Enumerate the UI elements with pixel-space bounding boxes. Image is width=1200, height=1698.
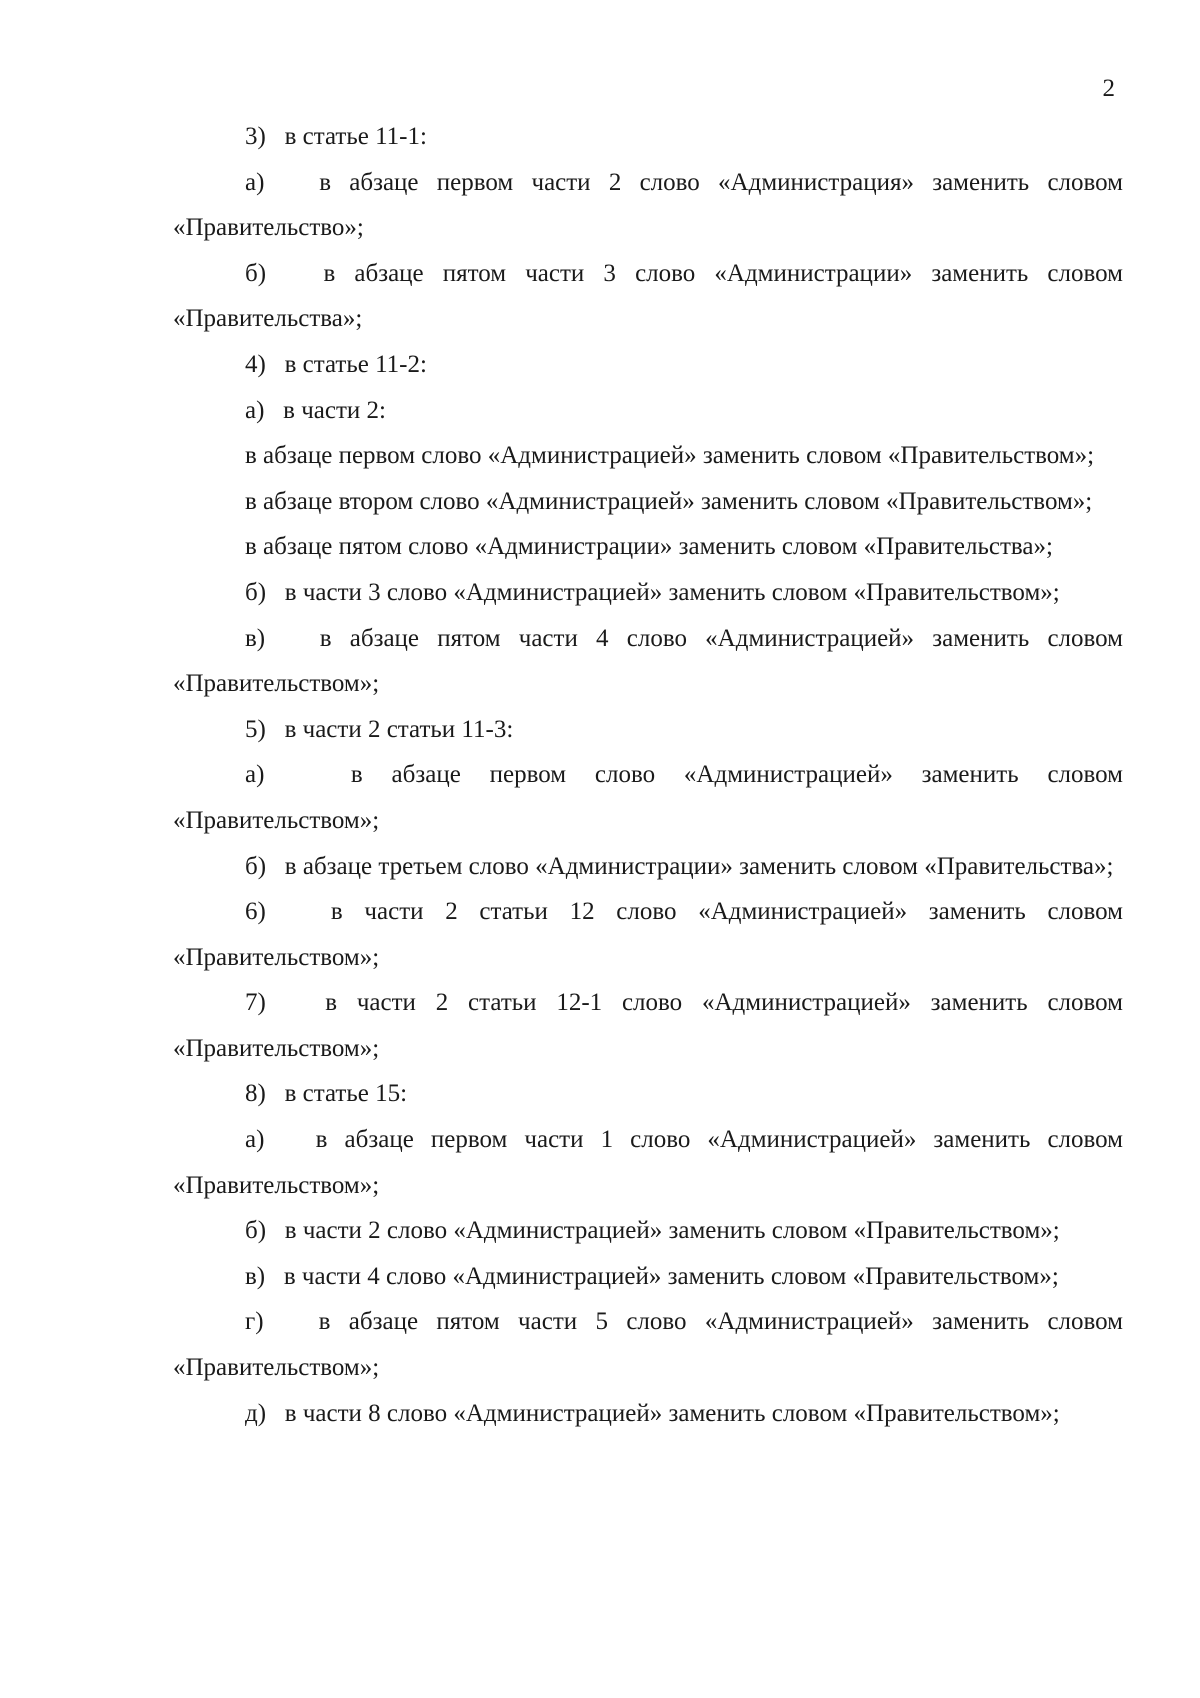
paragraph: а) в абзаце первом слово «Администрацией» заменить словом «Правительством»;	[173, 761, 1130, 834]
paragraph: а) в абзаце первом части 2 слово «Администрация» заменить словом «Правительство»;	[173, 168, 1130, 242]
page-number: 2	[1102, 75, 1115, 102]
paragraph: в) в части 4 слово «Администрацией» заменить словом «Правительством»;	[245, 1262, 1059, 1290]
paragraph: 7) в части 2 статьи 12-1 слово «Администрацией» заменить словом «Правительством»;	[173, 989, 1130, 1062]
paragraph: д) в части 8 слово «Администрацией» заменить словом «Правительством»;	[245, 1399, 1060, 1427]
paragraph: в) в абзаце пятом части 4 слово «Администрацией» заменить словом «Правительством»;	[173, 624, 1130, 698]
paragraph: 6) в части 2 статьи 12 слово «Администрацией» заменить словом «Правительством»;	[173, 898, 1130, 971]
paragraph: б) в части 2 слово «Администрацией» заменить словом «Правительством»;	[245, 1217, 1060, 1245]
paragraph: б) в абзаце пятом части 3 слово «Администрации» заменить словом «Правительства»;	[173, 259, 1130, 333]
paragraph: 5) в части 2 статьи 11-3:	[245, 715, 514, 743]
paragraph: 3) в статье 11-1:	[245, 123, 427, 150]
paragraph: 4) в статье 11-2:	[245, 350, 427, 378]
paragraph: а) в абзаце первом части 1 слово «Администрацией» заменить словом «Правительством»;	[173, 1126, 1130, 1199]
paragraph: г) в абзаце пятом части 5 слово «Администрацией» заменить словом «Правительством»;	[173, 1308, 1130, 1382]
paragraph: в абзаце втором слово «Администрацией» заменить словом «Правительством»;	[245, 487, 1093, 515]
paragraph: б) в абзаце третьем слово «Администрации» заменить словом «Правительства»;	[245, 852, 1114, 880]
paragraph: 8) в статье 15:	[245, 1080, 408, 1108]
paragraph: в абзаце первом слово «Администрацией» заменить словом «Правительством»;	[245, 442, 1095, 470]
paragraph: б) в части 3 слово «Администрацией» заменить словом «Правительством»;	[245, 578, 1060, 606]
document-body	[173, 114, 1130, 1436]
paragraph: а) в части 2:	[245, 396, 386, 424]
paragraph: в абзаце пятом слово «Администрации» заменить словом «Правительства»;	[245, 533, 1053, 561]
